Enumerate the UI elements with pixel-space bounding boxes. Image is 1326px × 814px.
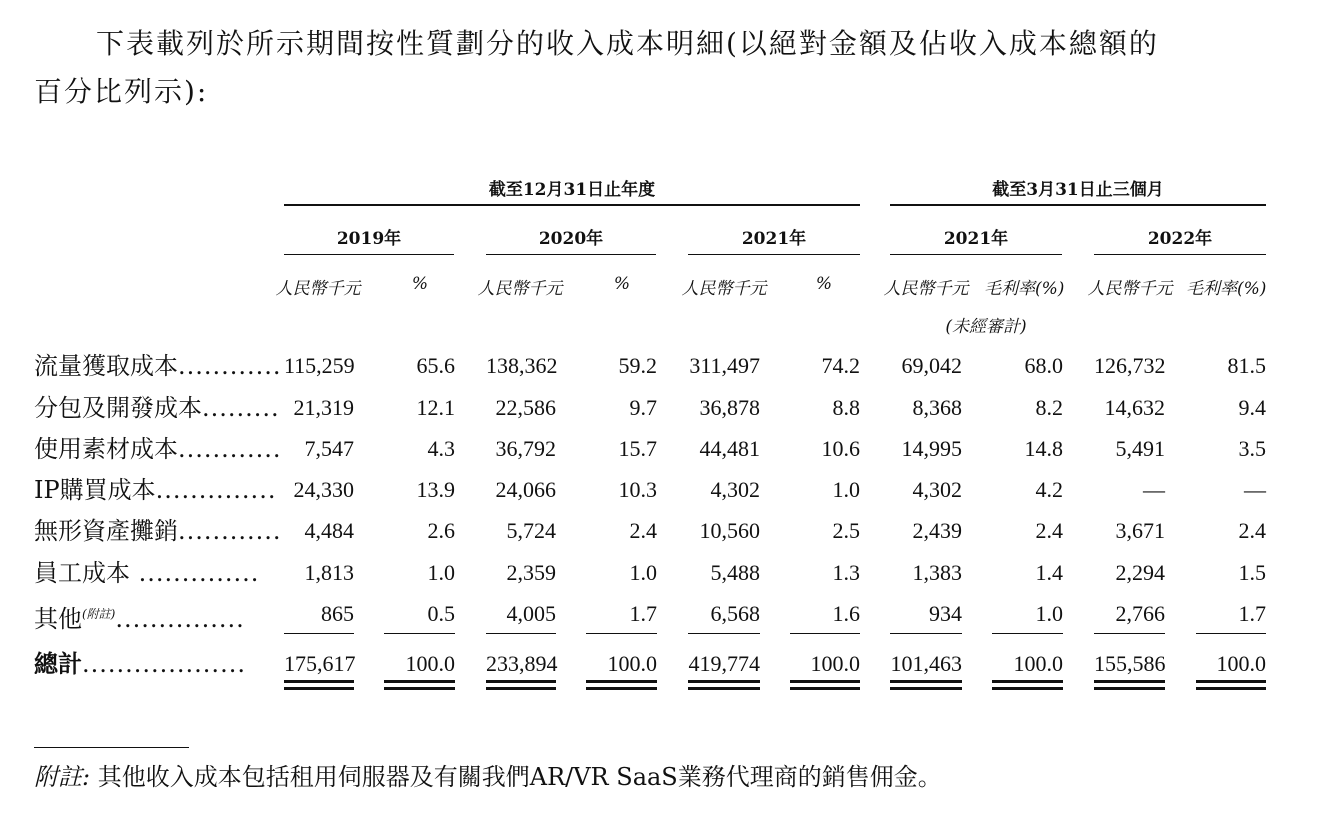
row-label-text: 其他 [34, 605, 82, 633]
cell-value: 44,481 [699, 436, 760, 461]
total-double-rule [890, 680, 962, 683]
total-double-rule [486, 680, 556, 683]
total-double-rule [992, 687, 1063, 690]
cell-value: 2.6 [427, 518, 455, 543]
group-header-annual: 截至12月31日止年度 [488, 180, 656, 200]
table-row [0, 513, 1326, 549]
group-rule-annual [284, 204, 860, 206]
subtotal-rule [790, 633, 860, 634]
cell-value: 1.3 [832, 560, 860, 585]
cell-value: 155,586 [1094, 651, 1166, 676]
total-double-rule [586, 680, 657, 683]
unit-rmb: 人民幣千元 [681, 279, 767, 299]
cell-value: 10,560 [699, 518, 760, 543]
footnote-rule [34, 747, 189, 748]
table-row [0, 431, 1326, 467]
cell-value: 419,774 [688, 651, 760, 676]
cell-value: 14.8 [1024, 436, 1063, 461]
footnote [34, 757, 942, 797]
cell-value: 138,362 [486, 353, 558, 378]
leader-dots: ............... [115, 605, 245, 633]
subtotal-rule [586, 633, 657, 634]
cell-value: 1.7 [1238, 601, 1266, 626]
cell-value: 1.0 [1035, 601, 1063, 626]
intro-line-2: 百分比列示): [34, 75, 209, 108]
cell-value: 1.6 [832, 601, 860, 626]
unit-pct: % [411, 274, 429, 294]
total-double-rule [284, 687, 354, 690]
intro-line-1: 下表載列於所示期間按性質劃分的收入成本明細(以絕對金額及佔收入成本總額的 [96, 27, 1159, 60]
row-label-text: 員工成本 [34, 559, 130, 587]
cell-value: 2,294 [1115, 560, 1165, 585]
cell-value: 68.0 [1024, 353, 1063, 378]
cell-value: 3.5 [1238, 436, 1266, 461]
subtotal-rule [992, 633, 1063, 634]
cell-value: — [1143, 477, 1165, 502]
cell-value: 4.3 [427, 436, 455, 461]
row-label-text: 使用素材成本 [34, 435, 178, 463]
footnote-text: 其他收入成本包括租用伺服器及有關我們AR/VR SaaS業務代理商的銷售佣金。 [97, 763, 942, 791]
unit-pct: % [613, 274, 631, 294]
row-label-text: 分包及開發成本 [34, 394, 202, 422]
unit-margin: 毛利率(%) [984, 279, 1065, 299]
cell-value: 100.0 [1013, 651, 1063, 676]
cell-value: 100.0 [405, 651, 455, 676]
total-double-rule [890, 687, 962, 690]
cell-value: 10.6 [821, 436, 860, 461]
cell-value: 3,671 [1115, 518, 1165, 543]
year-header-2021-q: 2021年 [943, 229, 1009, 249]
cell-value: 4,302 [912, 477, 962, 502]
subtotal-rule [384, 633, 455, 634]
year-rule [688, 254, 860, 255]
year-header-2019: 2019年 [336, 229, 402, 249]
row-label [34, 646, 246, 682]
cell-value: 65.6 [416, 353, 455, 378]
table-row [0, 596, 1326, 632]
cell-value: 22,586 [495, 395, 556, 420]
year-header-2022-q: 2022年 [1147, 229, 1213, 249]
footnote-label: 附註: [34, 763, 91, 791]
cell-value: 311,497 [689, 353, 760, 378]
cell-value: 12.1 [416, 395, 455, 420]
cell-value: 126,732 [1094, 353, 1166, 378]
cell-value: 1,383 [912, 560, 962, 585]
cell-value: 14,632 [1104, 395, 1165, 420]
subtotal-rule [1196, 633, 1266, 634]
cell-value: 175,617 [284, 651, 356, 676]
total-double-rule [992, 680, 1063, 683]
cell-value: 2.4 [1238, 518, 1266, 543]
total-double-rule [688, 687, 760, 690]
cell-value: 1.0 [832, 477, 860, 502]
cell-value: 2,766 [1115, 601, 1165, 626]
total-double-rule [1196, 680, 1266, 683]
total-double-rule [586, 687, 657, 690]
total-double-rule [1094, 680, 1165, 683]
cell-value: 24,330 [293, 477, 354, 502]
cell-value: — [1244, 477, 1266, 502]
total-row [0, 646, 1326, 682]
total-double-rule [790, 687, 860, 690]
cell-value: 1,813 [304, 560, 354, 585]
unit-rmb: 人民幣千元 [1087, 279, 1173, 299]
cell-value: 5,724 [506, 518, 556, 543]
year-header-2021: 2021年 [741, 229, 807, 249]
cell-value: 2,359 [506, 560, 556, 585]
total-double-rule [384, 680, 455, 683]
cell-value: 69,042 [901, 353, 962, 378]
row-label [34, 348, 282, 384]
table-row [0, 390, 1326, 426]
cell-value: 934 [929, 601, 962, 626]
cell-value: 9.4 [1238, 395, 1266, 420]
unit-rmb: 人民幣千元 [275, 279, 361, 299]
row-label [34, 472, 276, 508]
unit-rmb: 人民幣千元 [477, 279, 563, 299]
cell-value: 14,995 [901, 436, 962, 461]
cell-value: 8.8 [832, 395, 860, 420]
cell-value: 6,568 [710, 601, 760, 626]
cell-value: 9.7 [629, 395, 657, 420]
leader-dots: ......... [202, 394, 280, 422]
leader-dots: ............ [178, 435, 282, 463]
table-row [0, 348, 1326, 384]
cell-value: 1.4 [1035, 560, 1063, 585]
row-label-text: 無形資產攤銷 [34, 517, 178, 545]
total-double-rule [688, 680, 760, 683]
cell-value: 4,302 [710, 477, 760, 502]
cell-value: 5,491 [1115, 436, 1165, 461]
cell-value: 13.9 [416, 477, 455, 502]
cell-value: 10.3 [618, 477, 657, 502]
subtotal-rule [284, 633, 354, 634]
cell-value: 7,547 [304, 436, 354, 461]
cell-value: 36,878 [699, 395, 760, 420]
row-label-text: 總計 [34, 649, 82, 678]
subtotal-rule [1094, 633, 1165, 634]
cell-value: 100.0 [1216, 651, 1266, 676]
cell-value: 101,463 [890, 651, 962, 676]
cell-value: 21,319 [293, 395, 354, 420]
unit-pct: % [815, 274, 833, 294]
total-double-rule [1196, 687, 1266, 690]
leader-dots: ............ [178, 352, 282, 380]
intro-paragraph [34, 20, 1294, 116]
cell-value: 1.0 [427, 560, 455, 585]
cell-value: 1.0 [629, 560, 657, 585]
cell-value: 74.2 [821, 353, 860, 378]
row-label [34, 390, 280, 426]
row-label-text: 流量獲取成本 [34, 352, 178, 380]
cell-value: 100.0 [607, 651, 657, 676]
cell-value: 2.4 [629, 518, 657, 543]
unit-margin: 毛利率(%) [1186, 279, 1267, 299]
cell-value: 1.5 [1238, 560, 1266, 585]
group-rule-quarter [890, 204, 1266, 206]
leader-dots: .............. [130, 559, 260, 587]
subtotal-rule [890, 633, 962, 634]
cell-value: 8,368 [912, 395, 962, 420]
year-rule [486, 254, 656, 255]
total-double-rule [384, 687, 455, 690]
row-label-note: (附註) [82, 607, 116, 621]
cell-value: 4.2 [1035, 477, 1063, 502]
unit-rmb: 人民幣千元 [883, 279, 969, 299]
cell-value: 36,792 [495, 436, 556, 461]
subtotal-rule [486, 633, 556, 634]
year-rule [284, 254, 454, 255]
cell-value: 4,005 [506, 601, 556, 626]
total-double-rule [1094, 687, 1165, 690]
year-header-2020: 2020年 [538, 229, 604, 249]
total-double-rule [790, 680, 860, 683]
year-rule [1094, 254, 1266, 255]
year-rule [890, 254, 1062, 255]
cell-value: 59.2 [618, 353, 657, 378]
cell-value: 0.5 [427, 601, 455, 626]
cell-value: 233,894 [486, 651, 558, 676]
row-label [34, 596, 245, 637]
cell-value: 115,259 [284, 353, 355, 378]
subtotal-rule [688, 633, 760, 634]
cell-value: 5,488 [710, 560, 760, 585]
leader-dots: ............ [178, 517, 282, 545]
leader-dots: .............. [155, 476, 277, 504]
total-double-rule [284, 680, 354, 683]
table-row [0, 555, 1326, 591]
row-label [34, 513, 282, 549]
cell-value: 2.5 [832, 518, 860, 543]
row-label-text: IP購買成本 [34, 476, 156, 504]
cell-value: 8.2 [1035, 395, 1063, 420]
unaudited-note: (未經審計) [945, 317, 1027, 337]
cell-value: 2,439 [912, 518, 962, 543]
cell-value: 24,066 [495, 477, 556, 502]
leader-dots: ................... [82, 650, 246, 678]
cell-value: 865 [321, 601, 354, 626]
group-header-quarter: 截至3月31日止三個月 [992, 180, 1164, 200]
row-label [34, 555, 259, 591]
table-row [0, 472, 1326, 508]
row-label [34, 431, 282, 467]
cell-value: 1.7 [629, 601, 657, 626]
cell-value: 2.4 [1035, 518, 1063, 543]
cell-value: 100.0 [810, 651, 860, 676]
cell-value: 15.7 [618, 436, 657, 461]
total-double-rule [486, 687, 556, 690]
cell-value: 81.5 [1227, 353, 1266, 378]
cell-value: 4,484 [304, 518, 354, 543]
